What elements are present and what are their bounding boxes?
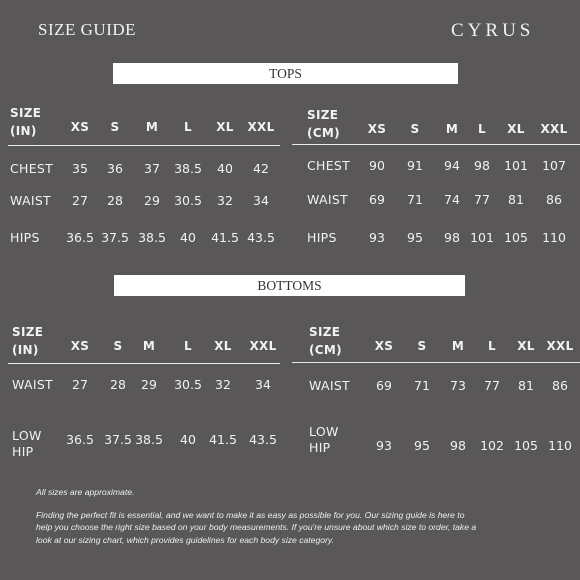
measurement-value: 105 [514, 438, 538, 453]
measurement-value: 30.5 [174, 193, 202, 208]
measurement-value: 95 [407, 230, 423, 245]
page-title: SIZE GUIDE [38, 20, 137, 39]
measurement-label-line: CHEST [10, 161, 54, 176]
measurement-value: 27 [72, 377, 88, 392]
measurement-label [12, 428, 42, 460]
size-unit-label-line: SIZE [307, 108, 339, 122]
measurement-value: 105 [504, 230, 528, 245]
measurement-value: 32 [215, 377, 231, 392]
measurement-label-line: HIPS [307, 230, 337, 245]
measurement-value: 73 [450, 378, 466, 393]
measurement-value: 93 [376, 438, 392, 453]
size-unit-label-line: (IN) [10, 124, 37, 138]
measurement-value: 90 [369, 158, 385, 173]
paragraph-line: help you choose the right size based on your body measurements. If you're unsure about which size to order, take a [36, 522, 477, 533]
measurement-label-line: WAIST [10, 193, 51, 208]
size-column-header: XXL [540, 122, 568, 136]
measurement-value: 40 [217, 161, 233, 176]
measurement-label-line: WAIST [12, 377, 53, 392]
size-column-header: XL [517, 339, 535, 353]
section-header-tops: TOPS [113, 63, 458, 84]
size-column-header: M [145, 120, 159, 134]
measurement-value: 41.5 [211, 230, 239, 245]
measurement-value: 91 [407, 158, 423, 173]
measurement-label [309, 378, 350, 394]
measurement-value: 38.5 [135, 432, 163, 447]
measurement-label-line: WAIST [307, 192, 348, 207]
measurement-value: 38.5 [138, 230, 166, 245]
measurement-value: 42 [253, 161, 269, 176]
measurement-value: 40 [180, 230, 196, 245]
header-rule [8, 145, 280, 146]
paragraph-line: Finding the perfect fit is essential, and we want to make it as easy as possible for you. Our sizing guide is here to [36, 510, 465, 520]
size-unit-label-line: (IN) [12, 343, 39, 357]
measurement-value: 110 [542, 230, 566, 245]
size-unit-label-line: SIZE [10, 106, 42, 120]
size-unit-label [10, 104, 41, 140]
size-column-header: XXL [249, 339, 277, 353]
measurement-value: 37.5 [101, 230, 129, 245]
measurement-value: 95 [414, 438, 430, 453]
measurement-value: 37.5 [104, 432, 132, 447]
measurement-value: 36.5 [66, 230, 94, 245]
header-rule [292, 362, 580, 363]
size-unit-label-line: (CM) [307, 126, 340, 140]
measurement-value: 71 [407, 192, 423, 207]
size-column-header: XXL [546, 339, 574, 353]
size-column-header: XXL [247, 120, 275, 134]
size-column-header: S [110, 120, 120, 134]
paragraph-line: look at our sizing chart, which provides guidelines for each body size category. [36, 534, 334, 545]
size-column-header: XS [374, 339, 394, 353]
measurement-value: 34 [255, 377, 271, 392]
size-column-header: S [410, 122, 420, 136]
measurement-value: 77 [484, 378, 500, 393]
measurement-value: 38.5 [174, 161, 202, 176]
size-column-header: XL [214, 339, 232, 353]
measurement-label [309, 424, 339, 456]
measurement-label-line: WAIST [309, 378, 350, 393]
measurement-value: 81 [518, 378, 534, 393]
measurement-value: 101 [470, 230, 494, 245]
measurement-value: 29 [144, 193, 160, 208]
measurement-label-line: LOW [309, 424, 339, 439]
measurement-label-line: LOW [12, 428, 42, 443]
measurement-label [10, 193, 51, 209]
size-unit-label [309, 323, 342, 359]
brand-logo: CYRUS [451, 20, 535, 41]
measurement-value: 86 [552, 378, 568, 393]
size-column-header: XL [507, 122, 525, 136]
measurement-value: 28 [110, 377, 126, 392]
measurement-label [307, 192, 348, 208]
measurement-value: 74 [444, 192, 460, 207]
measurement-value: 43.5 [247, 230, 275, 245]
size-column-header: L [488, 339, 496, 353]
measurement-value: 77 [474, 192, 490, 207]
size-column-header: XS [70, 339, 90, 353]
measurement-label-line: HIP [12, 444, 34, 459]
measurement-label [307, 158, 350, 174]
size-unit-label [307, 106, 340, 142]
measurement-value: 102 [480, 438, 504, 453]
size-column-header: S [113, 339, 123, 353]
header-rule [292, 144, 580, 145]
size-unit-label [12, 323, 43, 359]
size-column-header: M [445, 122, 459, 136]
size-column-header: XS [70, 120, 90, 134]
size-unit-label-line: SIZE [12, 325, 44, 339]
measurement-value: 27 [72, 193, 88, 208]
measurement-value: 37 [144, 161, 160, 176]
size-unit-label-line: (CM) [309, 343, 342, 357]
measurement-value: 36.5 [66, 432, 94, 447]
approximate-note: All sizes are approximate. [36, 487, 135, 497]
measurement-value: 34 [253, 193, 269, 208]
measurement-value: 86 [546, 192, 562, 207]
measurement-value: 71 [414, 378, 430, 393]
measurement-value: 94 [444, 158, 460, 173]
size-column-header: XL [216, 120, 234, 134]
size-column-header: L [478, 122, 486, 136]
size-column-header: XS [367, 122, 387, 136]
size-column-header: M [451, 339, 465, 353]
measurement-value: 41.5 [209, 432, 237, 447]
size-column-header: L [184, 339, 192, 353]
measurement-label [307, 230, 337, 246]
size-column-header: M [142, 339, 156, 353]
section-header-bottoms: BOTTOMS [114, 275, 465, 296]
measurement-value: 40 [180, 432, 196, 447]
measurement-value: 107 [542, 158, 566, 173]
size-unit-label-line: SIZE [309, 325, 341, 339]
measurement-value: 69 [376, 378, 392, 393]
measurement-label [10, 161, 53, 177]
measurement-value: 35 [72, 161, 88, 176]
measurement-value: 98 [450, 438, 466, 453]
measurement-value: 98 [474, 158, 490, 173]
measurement-value: 36 [107, 161, 123, 176]
measurement-value: 110 [548, 438, 572, 453]
measurement-label-line: CHEST [307, 158, 351, 173]
measurement-label-line: HIPS [10, 230, 40, 245]
measurement-label-line: HIP [309, 440, 331, 455]
measurement-value: 32 [217, 193, 233, 208]
header-rule [8, 363, 280, 364]
measurement-label [12, 377, 53, 393]
measurement-value: 69 [369, 192, 385, 207]
measurement-label [10, 230, 40, 246]
measurement-value: 30.5 [174, 377, 202, 392]
measurement-value: 29 [141, 377, 157, 392]
measurement-value: 93 [369, 230, 385, 245]
sizing-paragraph [36, 509, 566, 546]
measurement-value: 81 [508, 192, 524, 207]
measurement-value: 98 [444, 230, 460, 245]
size-column-header: L [184, 120, 192, 134]
measurement-value: 28 [107, 193, 123, 208]
measurement-value: 101 [504, 158, 528, 173]
size-column-header: S [417, 339, 427, 353]
measurement-value: 43.5 [249, 432, 277, 447]
